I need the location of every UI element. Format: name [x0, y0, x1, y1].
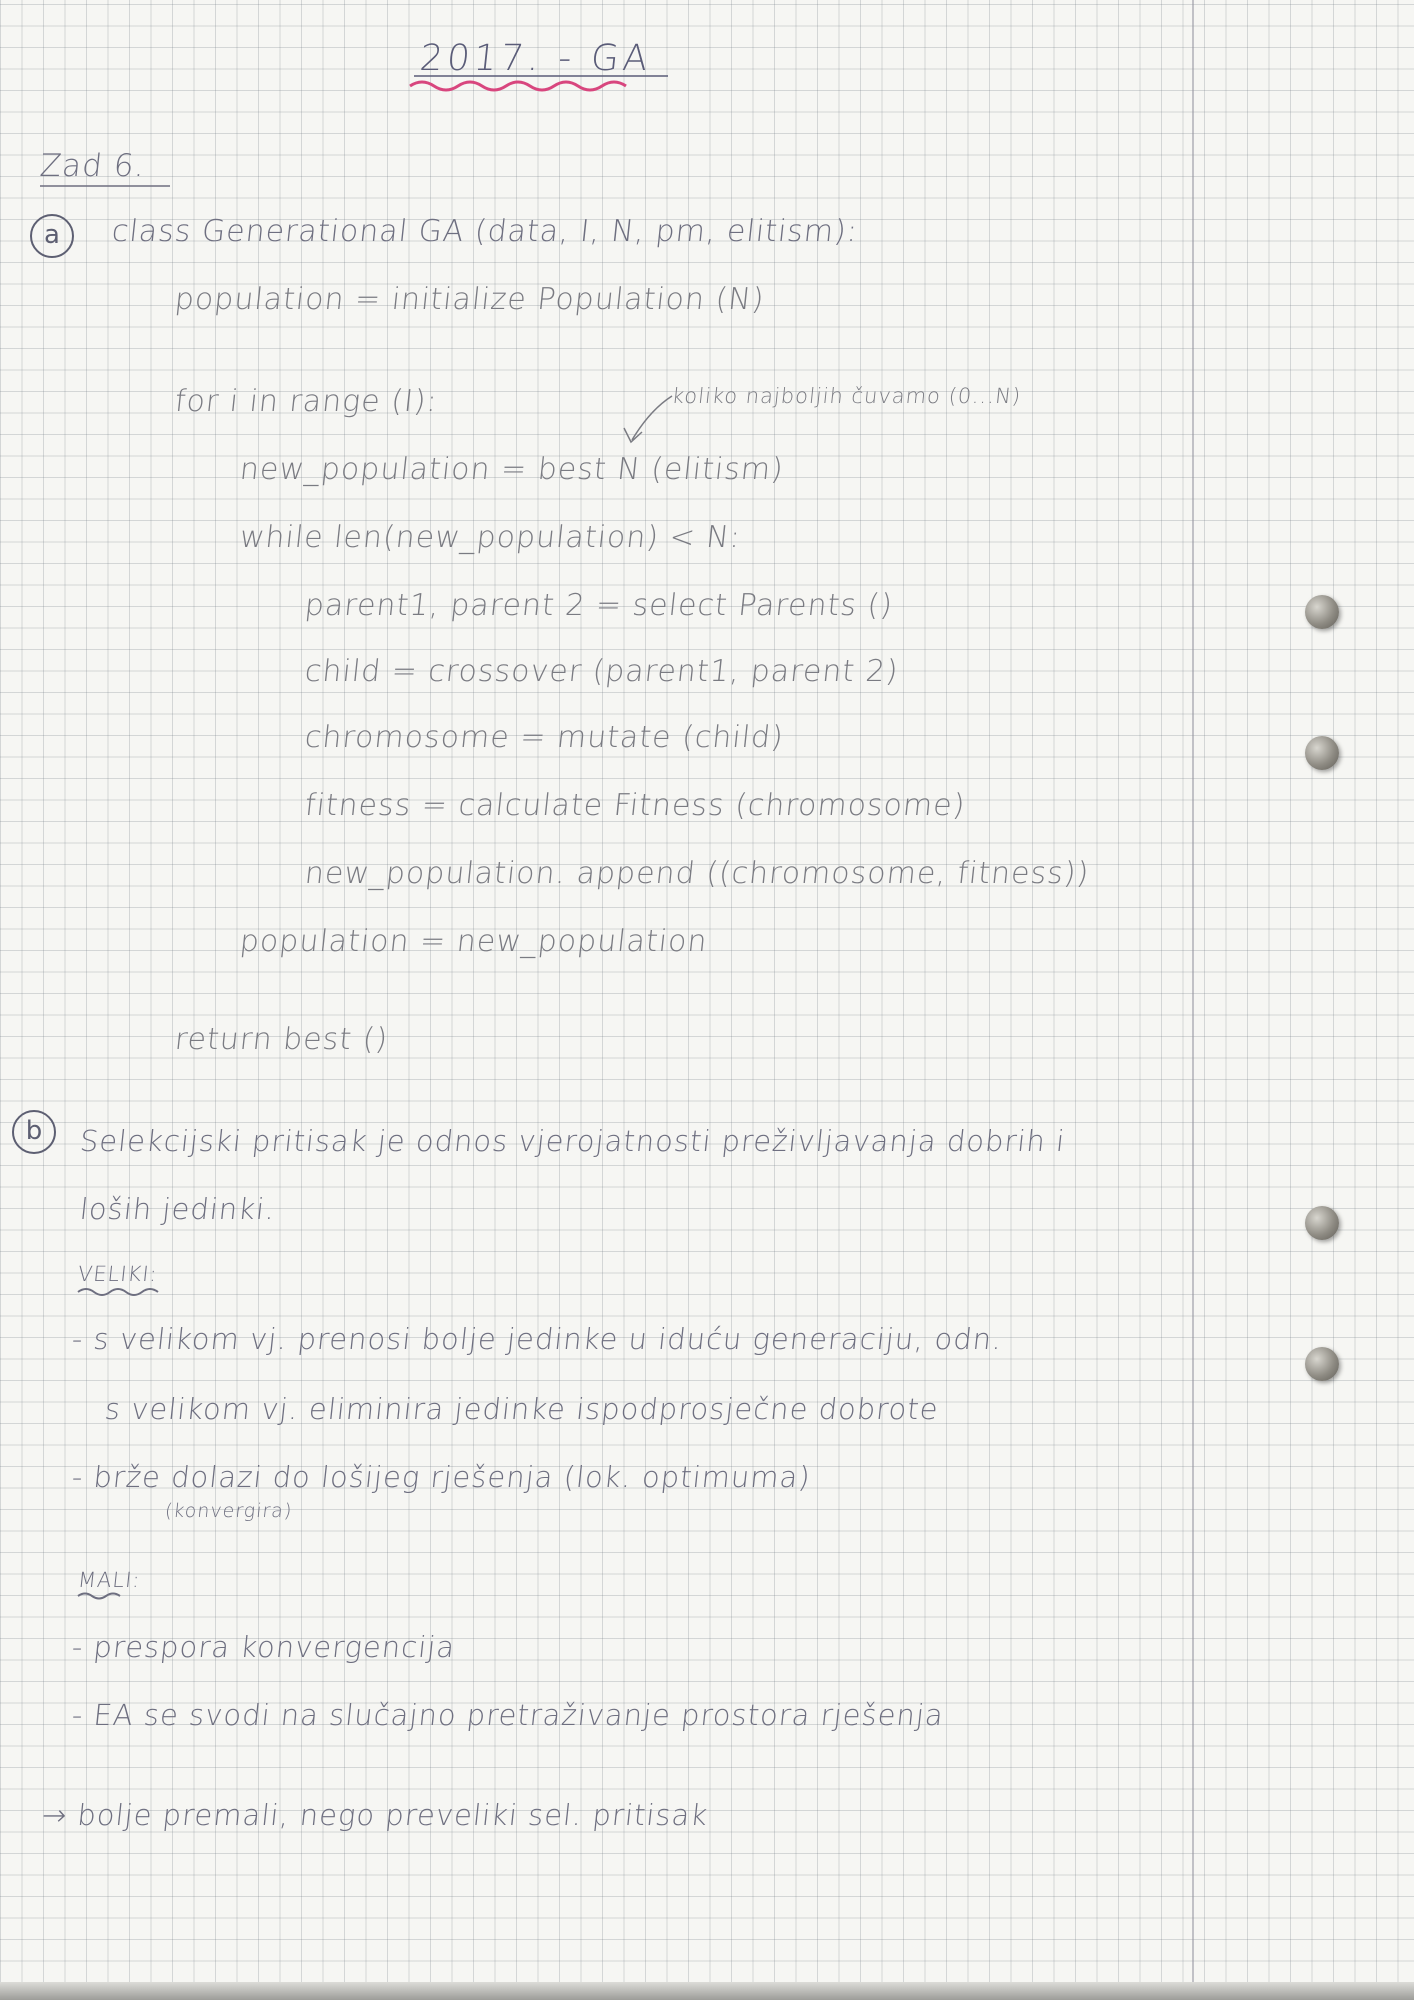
large-heading-wavy-underline: [78, 1289, 158, 1295]
small-heading-wavy-underline: [78, 1594, 120, 1599]
elitism-annotation: koliko najboljih čuvamo (0...N): [670, 384, 1023, 408]
code-line-while-loop: while len(new_population) < N:: [238, 520, 743, 555]
large-pressure-heading: VELIKI:: [76, 1262, 159, 1286]
conclusion-line: → bolje premali, nego preveliki sel. pritisak: [40, 1798, 710, 1832]
selection-pressure-definition: Selekcijski pritisak je odnos vjerojatnosti preživljavanja dobrih i: [78, 1124, 1067, 1158]
code-line-population-assign: population = new_population: [238, 924, 710, 959]
part-a-marker: a: [30, 214, 74, 258]
title-wavy-underline: [410, 82, 626, 90]
selection-pressure-definition-cont: loših jedinki.: [78, 1192, 278, 1226]
code-line-fitness: fitness = calculate Fitness (chromosome): [303, 788, 968, 823]
code-line-class: class Generational GA (data, I, N, pm, elitism):: [110, 214, 860, 249]
large-pressure-item: s velikom vj. eliminira jedinke ispodprosječne dobrote: [103, 1392, 941, 1426]
code-line-for-loop: for i in range (I):: [173, 384, 440, 419]
small-pressure-item: - prespora konvergencija: [70, 1630, 457, 1664]
code-line-new-population: new_population = best N (elitism): [238, 452, 786, 487]
code-line-mutate: chromosome = mutate (child): [303, 720, 786, 755]
code-line-init-population: population = initialize Population (N): [173, 282, 767, 317]
code-line-select-parents: parent1, parent 2 = select Parents (): [303, 588, 895, 623]
large-pressure-item: - s velikom vj. prenosi bolje jedinke u iduću generaciju, odn.: [70, 1322, 1005, 1356]
code-line-crossover: child = crossover (parent1, parent 2): [303, 654, 901, 689]
annotation-arrow: [632, 396, 672, 440]
annotation-arrowhead: [624, 428, 642, 442]
code-line-return: return best (): [173, 1022, 390, 1057]
large-pressure-item: - brže dolazi do lošijeg rješenja (lok. optimuma): [70, 1460, 813, 1494]
small-pressure-item: - EA se svodi na slučajno pretraživanje prostora rješenja: [70, 1698, 946, 1732]
page-title: 2017. - GA: [417, 38, 654, 79]
code-line-append: new_population. append ((chromosome, fitness)): [303, 856, 1092, 891]
task-label: Zad 6.: [38, 148, 148, 184]
part-b-marker: b: [12, 1110, 56, 1154]
small-pressure-heading: MALI:: [76, 1568, 142, 1592]
convergence-note: (konvergira): [163, 1500, 294, 1522]
